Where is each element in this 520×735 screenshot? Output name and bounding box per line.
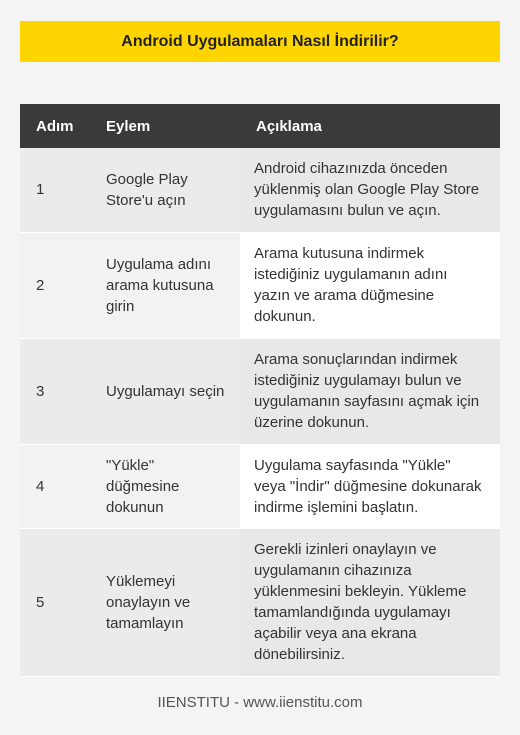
- header-step: Adım: [20, 104, 90, 148]
- table-body: [20, 148, 500, 676]
- table-row: [20, 338, 500, 444]
- table-row: [20, 528, 500, 676]
- table-row: [20, 148, 500, 232]
- table-row: [20, 444, 500, 528]
- step-number: 4: [20, 444, 90, 528]
- step-description: Gerekli izinleri onaylayın ve uygulamanın cihazınıza yüklenmesini bekleyin. Yükleme tamamlandığında uygulamayı açabilir veya ana ekrana dönebilirsiniz.: [240, 528, 500, 676]
- footer-credit: IIENSTITU - www.iienstitu.com: [157, 694, 363, 711]
- step-action: Google Play Store'u açın: [90, 148, 240, 232]
- header-description: Açıklama: [240, 104, 500, 148]
- step-number: 5: [20, 528, 90, 676]
- step-number: 1: [20, 148, 90, 232]
- step-action: Uygulamayı seçin: [90, 338, 240, 444]
- steps-table: [20, 104, 500, 677]
- step-action: Yüklemeyi onaylayın ve tamamlayın: [90, 528, 240, 676]
- step-description: Arama kutusuna indirmek istediğiniz uygulamanın adını yazın ve arama düğmesine dokunun.: [240, 232, 500, 338]
- header-action: Eylem: [90, 104, 240, 148]
- step-action: "Yükle" düğmesine dokunun: [90, 444, 240, 528]
- step-number: 3: [20, 338, 90, 444]
- step-description: Arama sonuçlarından indirmek istediğiniz uygulamayı bulun ve uygulamanın sayfasını açmak için üzerine dokunun.: [240, 338, 500, 444]
- step-number: 2: [20, 232, 90, 338]
- table-header: [20, 104, 500, 148]
- table-header-row: [20, 104, 500, 148]
- step-description: Android cihazınızda önceden yüklenmiş olan Google Play Store uygulamasını bulun ve açın.: [240, 148, 500, 232]
- page-title: Android Uygulamaları Nasıl İndirilir?: [20, 21, 500, 62]
- step-action: Uygulama adını arama kutusuna girin: [90, 232, 240, 338]
- step-description: Uygulama sayfasında "Yükle" veya "İndir" düğmesine dokunarak indirme işlemini başlatın.: [240, 444, 500, 528]
- table-row: [20, 232, 500, 338]
